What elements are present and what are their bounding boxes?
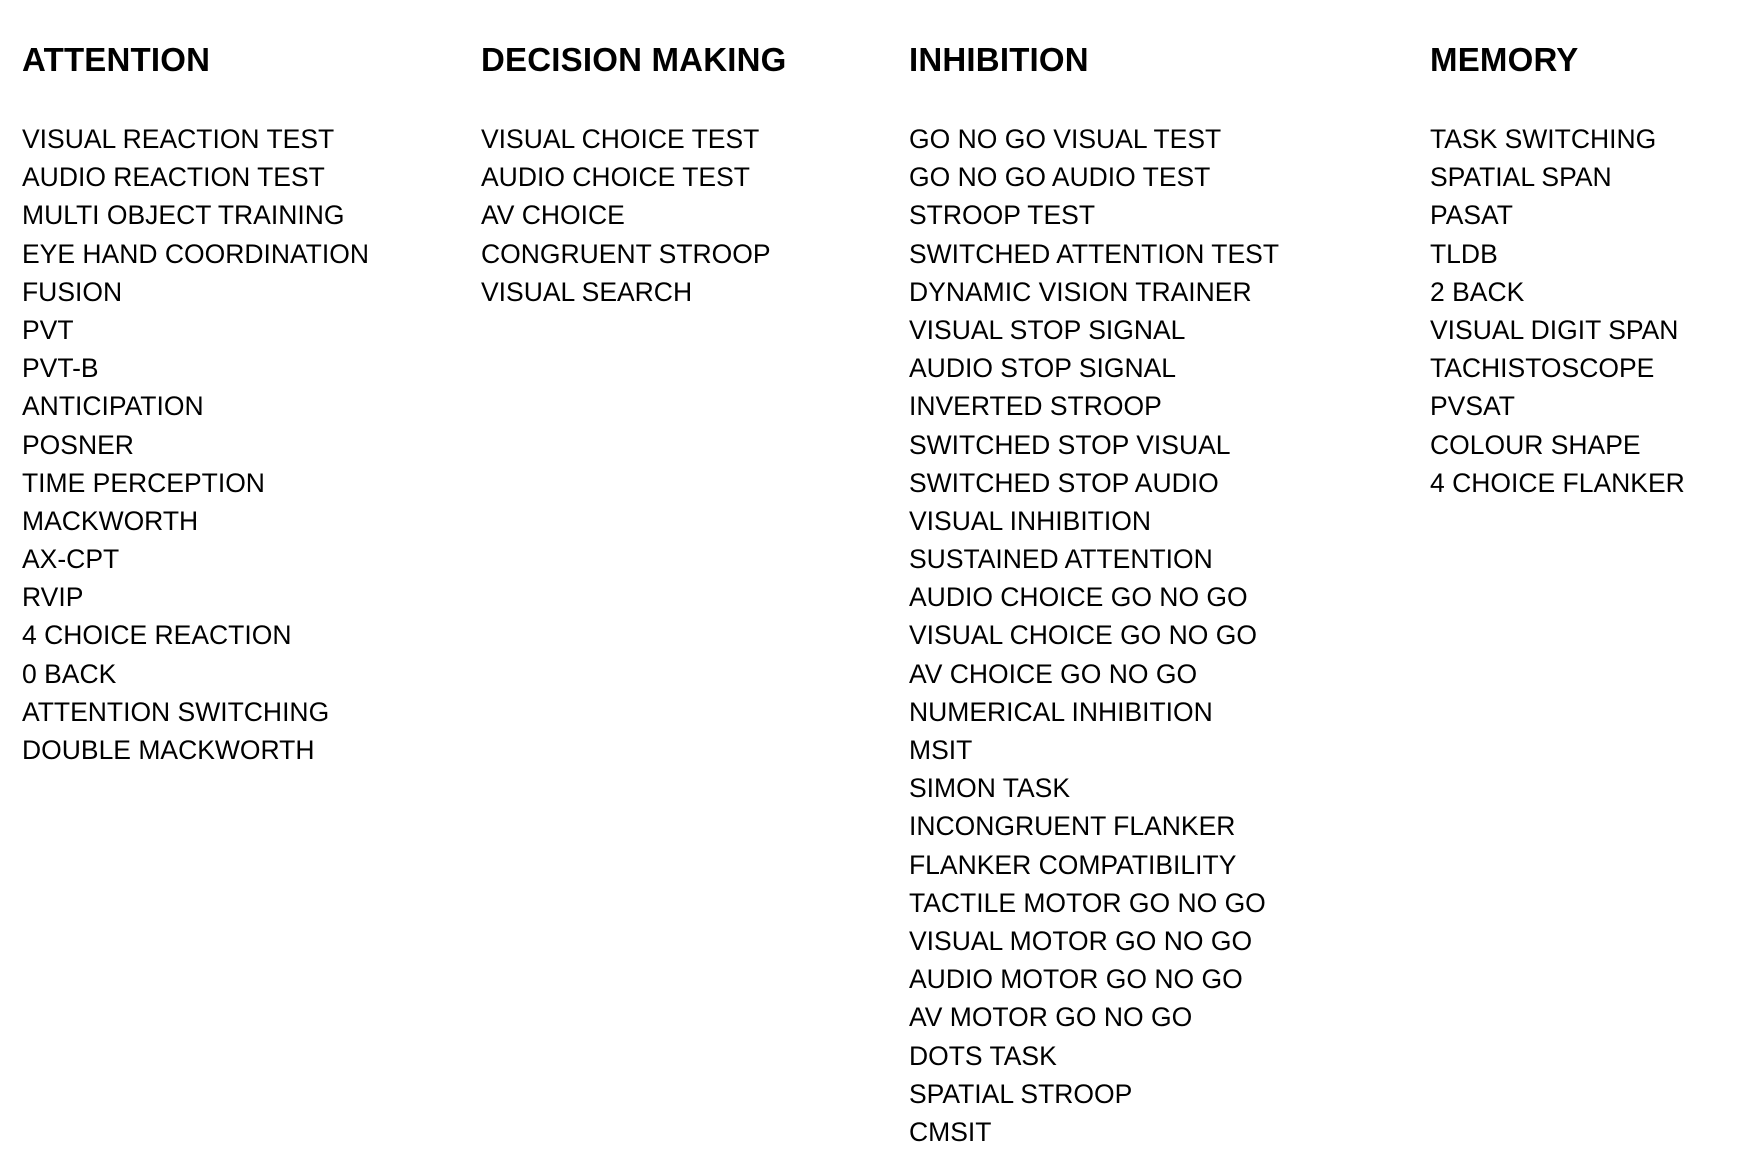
list-item: COLOUR SHAPE [1430,429,1641,460]
list-item: AUDIO CHOICE GO NO GO [909,582,1248,613]
list-item: INVERTED STROOP [909,391,1162,422]
list-item: VISUAL REACTION TEST [22,124,335,154]
list-item: ATTENTION SWITCHING [22,696,330,727]
column-heading: MEMORY [1430,41,1579,78]
list-item: SWITCHED ATTENTION TEST [909,238,1280,269]
list-item: TACHISTOSCOPE [1430,353,1655,384]
list-item: VISUAL SEARCH [481,276,693,307]
list-item: DOTS TASK [909,1040,1057,1071]
test-list [909,120,1279,1151]
list-item: FUSION [22,276,123,307]
test-list [22,120,369,769]
list-item: 2 BACK [1430,276,1525,307]
list-item: TIME PERCEPTION [22,467,265,498]
column-heading: INHIBITION [909,41,1089,78]
list-item: CMSIT [909,1116,992,1147]
column-attention [22,40,369,769]
list-item: INCONGRUENT FLANKER [909,811,1236,842]
test-list [481,120,787,311]
list-item: TACTILE MOTOR GO NO GO [909,887,1266,918]
list-item: VISUAL DIGIT SPAN [1430,314,1679,345]
list-item: ANTICIPATION [22,391,204,422]
test-list [1430,120,1685,502]
list-item: AUDIO REACTION TEST [22,162,325,193]
list-item: 0 BACK [22,658,117,689]
list-item: SIMON TASK [909,773,1070,804]
list-item: SWITCHED STOP VISUAL [909,429,1231,460]
column-memory [1430,40,1685,502]
column-heading: DECISION MAKING [481,41,787,78]
list-item: POSNER [22,429,134,460]
list-item: AV MOTOR GO NO GO [909,1002,1193,1033]
list-item: RVIP [22,582,84,613]
list-item: 4 CHOICE FLANKER [1430,467,1685,498]
list-item: CONGRUENT STROOP [481,238,771,269]
list-item: SUSTAINED ATTENTION [909,544,1213,575]
list-item: MSIT [909,735,973,765]
list-item: SPATIAL STROOP [909,1078,1133,1109]
list-item: VISUAL CHOICE TEST [481,124,760,154]
list-item: AUDIO CHOICE TEST [481,162,750,193]
list-item: PVSAT [1430,391,1515,422]
list-item: DYNAMIC VISION TRAINER [909,276,1252,307]
list-item: AUDIO STOP SIGNAL [909,353,1177,384]
list-item: DOUBLE MACKWORTH [22,735,315,765]
list-item: MULTI OBJECT TRAINING [22,200,345,231]
list-item: FLANKER COMPATIBILITY [909,849,1237,880]
list-item: VISUAL CHOICE GO NO GO [909,620,1257,651]
list-item: NUMERICAL INHIBITION [909,696,1213,727]
list-item: 4 CHOICE REACTION [22,620,292,651]
list-item: SWITCHED STOP AUDIO [909,467,1219,498]
list-item: TASK SWITCHING [1430,124,1657,154]
list-item: VISUAL INHIBITION [909,505,1151,536]
list-item: AUDIO MOTOR GO NO GO [909,964,1243,995]
list-item: VISUAL MOTOR GO NO GO [909,925,1253,956]
list-item: PVT [22,314,74,345]
column-decision-making [481,40,787,311]
list-item: MACKWORTH [22,505,199,536]
column-inhibition [909,40,1279,1151]
list-item: AX-CPT [22,544,120,575]
list-item: PVT-B [22,353,99,384]
list-item: GO NO GO AUDIO TEST [909,162,1211,193]
list-item: GO NO GO VISUAL TEST [909,124,1222,154]
column-heading: ATTENTION [22,41,211,78]
list-item: VISUAL STOP SIGNAL [909,314,1186,345]
list-item: SPATIAL SPAN [1430,162,1612,193]
list-item: EYE HAND COORDINATION [22,238,369,269]
list-item: AV CHOICE GO NO GO [909,658,1198,689]
list-item: AV CHOICE [481,200,625,231]
list-item: TLDB [1430,238,1498,269]
list-item: PASAT [1430,200,1513,231]
list-item: STROOP TEST [909,200,1096,231]
